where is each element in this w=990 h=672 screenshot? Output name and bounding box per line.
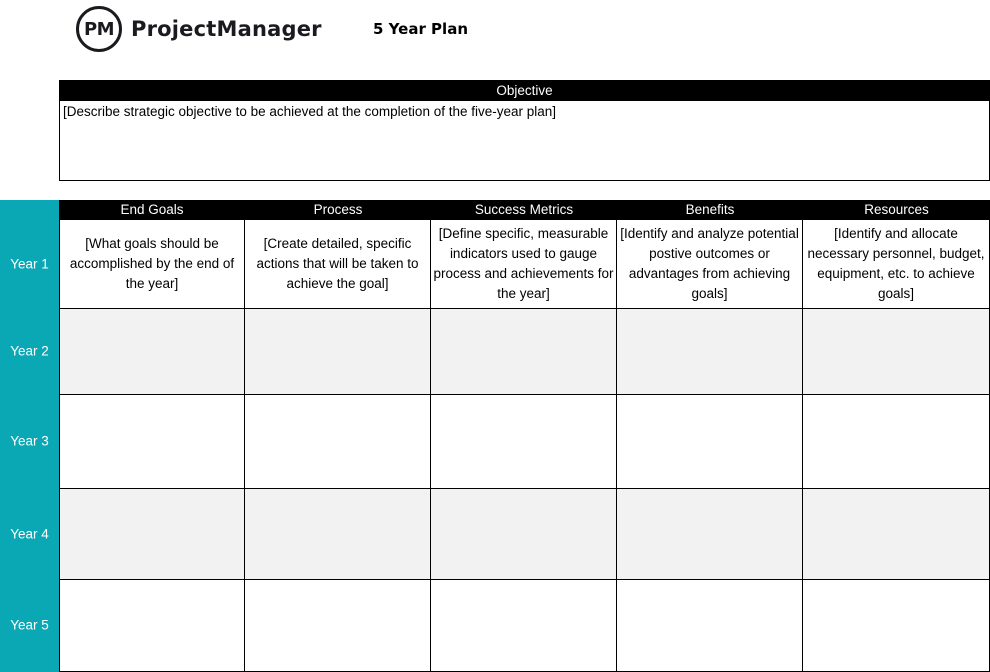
cell-benefits[interactable] [617,489,803,580]
table-row-year-4 [59,489,990,580]
table-row-year-5 [59,580,990,672]
year-label-2: Year 2 [10,343,49,359]
column-header-row [59,200,990,220]
cell-success-metrics[interactable] [431,309,617,395]
cell-benefits[interactable] [617,220,803,309]
cell-process[interactable] [245,395,431,489]
page-title: 5 Year Plan [373,20,468,38]
cell-process[interactable] [245,489,431,580]
cell-success-metrics[interactable] [431,489,617,580]
cell-success-metrics[interactable] [431,580,617,672]
column-header-end-goals: End Goals [120,202,184,217]
column-header-benefits: Benefits [685,202,735,217]
cell-benefits[interactable] [617,309,803,395]
cell-end-goals[interactable] [59,580,245,672]
cell-end-goals[interactable] [59,395,245,489]
table-row-year-1 [59,220,990,309]
table-row-year-2 [59,309,990,395]
objective-heading: Objective [60,81,989,101]
objective-section [59,80,990,181]
objective-text[interactable]: [Describe strategic objective to be achieved at the completion of the five-year plan] [63,104,557,119]
cell-resources[interactable] [803,395,990,489]
year-sidebar [0,200,59,672]
year-label-5: Year 5 [10,617,49,633]
cell-resources[interactable] [803,220,990,309]
cell-end-goals[interactable] [59,489,245,580]
cell-success-metrics[interactable] [431,220,617,309]
cell-prompt: [What goals should be accomplished by the end of the year] [69,236,235,291]
year-label-4: Year 4 [10,526,49,542]
year-label-1: Year 1 [10,256,49,272]
year-label-3: Year 3 [10,433,49,449]
column-header-success-metrics: Success Metrics [474,202,574,217]
cell-resources[interactable] [803,580,990,672]
brand-name: ProjectManager [131,17,322,41]
cell-resources[interactable] [803,489,990,580]
cell-end-goals[interactable] [59,309,245,395]
cell-resources[interactable] [803,309,990,395]
cell-prompt: [Identify and analyze potential postive outcomes or advantages from achieving goals] [620,226,799,301]
cell-prompt: [Identify and allocate necessary personnel, budget, equipment, etc. to achieve goals] [807,226,985,301]
cell-benefits[interactable] [617,580,803,672]
column-header-resources: Resources [864,202,929,217]
cell-success-metrics[interactable] [431,395,617,489]
cell-benefits[interactable] [617,395,803,489]
table-row-year-3 [59,395,990,489]
cell-prompt: [Create detailed, specific actions that will be taken to achieve the goal] [256,236,419,291]
plan-table [59,200,990,672]
cell-end-goals[interactable] [59,220,245,309]
column-header-process: Process [313,202,363,217]
cell-process[interactable] [245,309,431,395]
projectmanager-logo [76,6,322,52]
cell-process[interactable] [245,580,431,672]
cell-prompt: [Define specific, measurable indicators used to gauge process and achievements for the year] [433,226,614,301]
pm-logo-icon: PM [76,6,122,52]
cell-process[interactable] [245,220,431,309]
